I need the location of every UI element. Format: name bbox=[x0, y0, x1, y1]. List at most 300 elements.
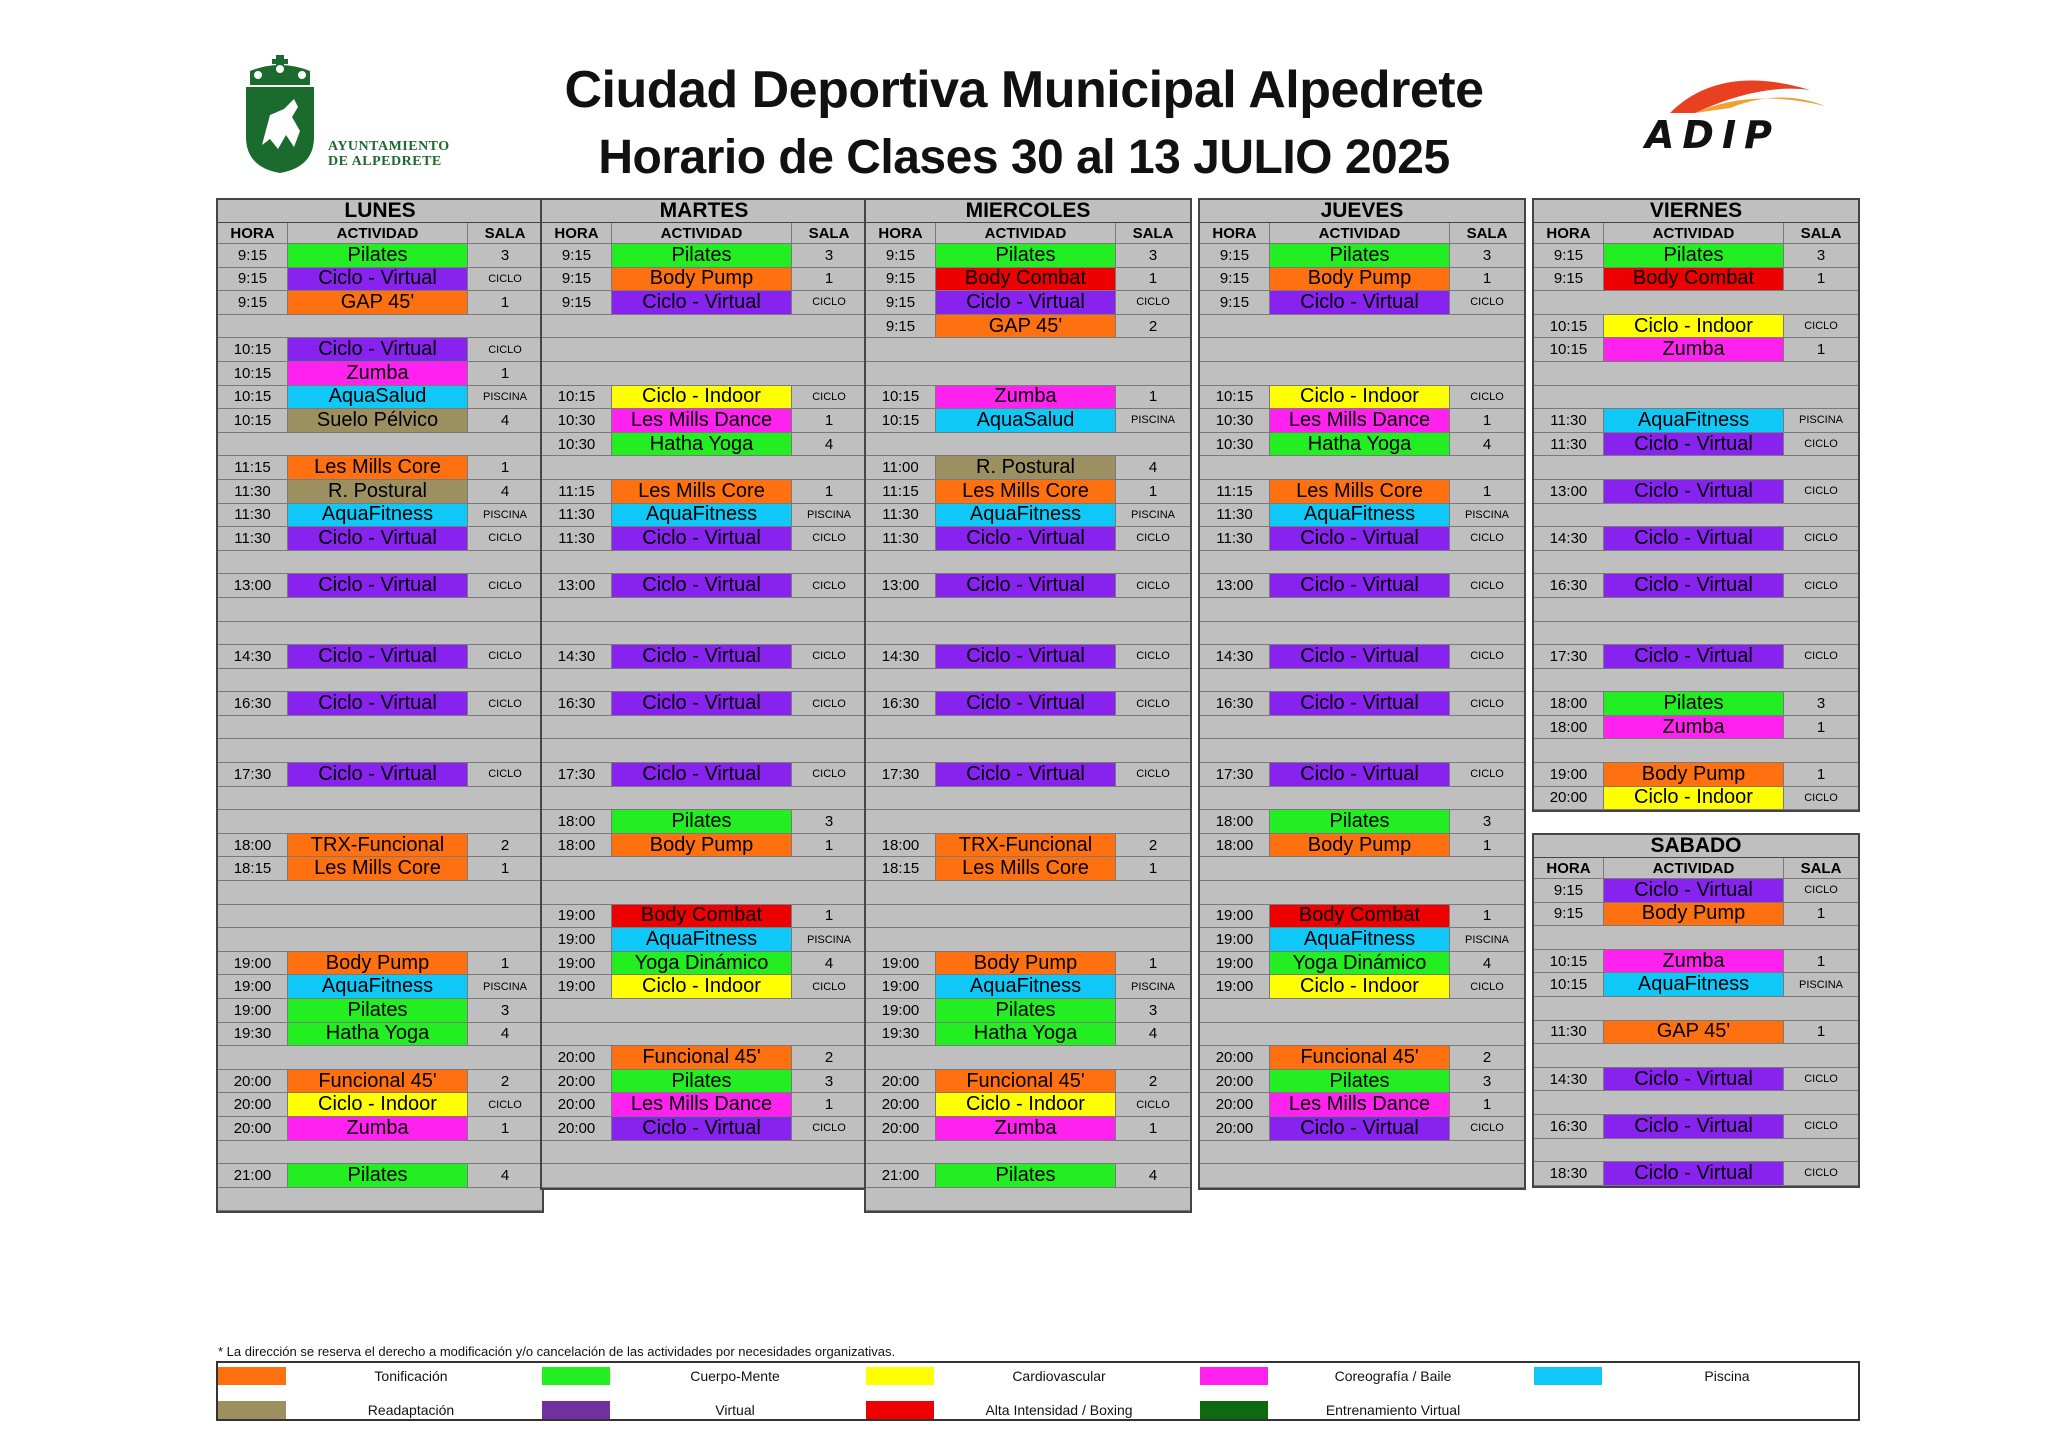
day-table-miercoles bbox=[864, 198, 1192, 1213]
class-time: 20:00 bbox=[542, 1117, 612, 1140]
class-row bbox=[218, 834, 542, 858]
class-row bbox=[866, 315, 1190, 339]
class-time: 19:00 bbox=[218, 999, 288, 1022]
class-row bbox=[1534, 433, 1858, 457]
column-header-row bbox=[542, 223, 866, 244]
class-row bbox=[218, 1117, 542, 1141]
class-room: PISCINA bbox=[1798, 414, 1843, 427]
class-room: 1 bbox=[1816, 270, 1826, 288]
class-time: 9:15 bbox=[542, 291, 612, 314]
class-row bbox=[218, 268, 542, 292]
class-time: 11:00 bbox=[866, 456, 936, 479]
legend-label: Tonificación bbox=[374, 1368, 448, 1384]
class-time: 13:00 bbox=[1534, 480, 1604, 503]
class-row bbox=[218, 409, 542, 433]
class-row bbox=[866, 645, 1190, 669]
class-activity: TRX-Funcional bbox=[936, 834, 1116, 857]
class-activity: Ciclo - Virtual bbox=[1270, 291, 1450, 314]
empty-row bbox=[218, 1046, 542, 1070]
class-activity: Les Mills Core bbox=[288, 456, 468, 479]
class-room: 1 bbox=[1148, 482, 1158, 500]
class-activity: Ciclo - Virtual bbox=[1604, 879, 1784, 902]
class-row bbox=[1200, 268, 1524, 292]
empty-row bbox=[218, 716, 542, 740]
class-row bbox=[1534, 879, 1858, 903]
class-activity: Zumba bbox=[288, 362, 468, 385]
class-time: 9:15 bbox=[1534, 268, 1604, 291]
class-time: 14:30 bbox=[1534, 1068, 1604, 1091]
class-activity: Body Pump bbox=[936, 952, 1116, 975]
class-room: PISCINA bbox=[1130, 414, 1175, 427]
class-time: 14:30 bbox=[1534, 527, 1604, 550]
class-time: 20:00 bbox=[866, 1117, 936, 1140]
class-row bbox=[1534, 973, 1858, 997]
class-row bbox=[542, 574, 866, 598]
day-table-sabado bbox=[1532, 833, 1860, 1188]
class-time: 11:30 bbox=[1200, 504, 1270, 527]
class-time: 18:00 bbox=[542, 834, 612, 857]
class-room: 1 bbox=[824, 270, 834, 288]
class-row bbox=[866, 1023, 1190, 1047]
class-activity: Ciclo - Indoor bbox=[1604, 315, 1784, 338]
column-header-hora: HORA bbox=[218, 223, 288, 243]
class-time: 19:00 bbox=[1200, 928, 1270, 951]
class-activity: Ciclo - Virtual bbox=[1270, 692, 1450, 715]
class-time: 13:00 bbox=[1200, 574, 1270, 597]
class-time: 20:00 bbox=[542, 1093, 612, 1116]
class-row bbox=[542, 268, 866, 292]
class-row bbox=[218, 692, 542, 716]
empty-row bbox=[218, 622, 542, 646]
class-room: CICLO bbox=[812, 296, 846, 309]
class-room: 1 bbox=[1816, 905, 1826, 923]
empty-row bbox=[218, 669, 542, 693]
class-room: CICLO bbox=[488, 1098, 522, 1111]
class-activity: Ciclo - Virtual bbox=[1604, 433, 1784, 456]
class-activity: Ciclo - Virtual bbox=[612, 645, 792, 668]
class-activity: Pilates bbox=[936, 244, 1116, 267]
class-time: 10:30 bbox=[542, 409, 612, 432]
class-activity: Les Mills Dance bbox=[1270, 409, 1450, 432]
column-header-actividad: ACTIVIDAD bbox=[612, 223, 792, 243]
class-activity: Ciclo - Indoor bbox=[612, 975, 792, 998]
class-activity: Pilates bbox=[612, 244, 792, 267]
class-row bbox=[542, 952, 866, 976]
class-activity: R. Postural bbox=[288, 480, 468, 503]
class-time: 14:30 bbox=[866, 645, 936, 668]
class-activity: Hatha Yoga bbox=[288, 1023, 468, 1046]
class-activity: TRX-Funcional bbox=[288, 834, 468, 857]
class-row bbox=[866, 504, 1190, 528]
class-room: 2 bbox=[500, 836, 510, 854]
class-row bbox=[1534, 268, 1858, 292]
class-row bbox=[218, 504, 542, 528]
empty-row bbox=[218, 1188, 542, 1212]
class-activity: Zumba bbox=[288, 1117, 468, 1140]
empty-row bbox=[1200, 881, 1524, 905]
legend-swatch bbox=[542, 1401, 610, 1419]
class-room: CICLO bbox=[812, 980, 846, 993]
class-time: 11:30 bbox=[866, 527, 936, 550]
day-name: VIERNES bbox=[1534, 200, 1858, 223]
class-room: CICLO bbox=[1470, 390, 1504, 403]
class-room: 1 bbox=[1148, 388, 1158, 406]
class-row bbox=[866, 291, 1190, 315]
class-row bbox=[1534, 1162, 1858, 1186]
empty-row bbox=[218, 739, 542, 763]
class-row bbox=[866, 692, 1190, 716]
column-header-sala: SALA bbox=[484, 224, 526, 242]
empty-row bbox=[1200, 787, 1524, 811]
legend-label: Virtual bbox=[715, 1402, 755, 1418]
class-activity: Funcional 45' bbox=[612, 1046, 792, 1069]
class-time: 9:15 bbox=[218, 268, 288, 291]
class-room: 1 bbox=[1816, 718, 1826, 736]
class-time: 19:00 bbox=[1200, 905, 1270, 928]
class-room: PISCINA bbox=[1464, 508, 1509, 521]
empty-row bbox=[218, 810, 542, 834]
class-room: CICLO bbox=[812, 532, 846, 545]
class-row bbox=[542, 386, 866, 410]
empty-row bbox=[542, 551, 866, 575]
empty-row bbox=[1534, 1091, 1858, 1115]
class-time: 19:00 bbox=[1200, 975, 1270, 998]
class-room: PISCINA bbox=[482, 508, 527, 521]
class-time: 19:00 bbox=[542, 975, 612, 998]
class-activity: AquaFitness bbox=[936, 504, 1116, 527]
empty-row bbox=[866, 1188, 1190, 1212]
class-time: 10:15 bbox=[866, 386, 936, 409]
class-activity: Body Pump bbox=[288, 952, 468, 975]
class-room: CICLO bbox=[1136, 579, 1170, 592]
class-row bbox=[542, 834, 866, 858]
class-activity: Pilates bbox=[288, 244, 468, 267]
class-room: PISCINA bbox=[1798, 978, 1843, 991]
class-activity: Ciclo - Virtual bbox=[612, 692, 792, 715]
class-activity: Ciclo - Virtual bbox=[288, 645, 468, 668]
class-room: 3 bbox=[824, 813, 834, 831]
class-time: 9:15 bbox=[866, 244, 936, 267]
class-room: 3 bbox=[1816, 246, 1826, 264]
column-header-actividad: ACTIVIDAD bbox=[1604, 858, 1784, 878]
class-row bbox=[542, 1117, 866, 1141]
legend-label: Entrenamiento Virtual bbox=[1325, 1402, 1461, 1418]
empty-row bbox=[542, 716, 866, 740]
empty-row bbox=[1534, 1139, 1858, 1163]
class-room: 1 bbox=[1816, 1023, 1826, 1041]
column-header-sala: SALA bbox=[1132, 224, 1174, 242]
legend-swatch bbox=[1200, 1401, 1268, 1419]
legend-item bbox=[866, 1399, 1184, 1421]
class-activity: Yoga Dinámico bbox=[612, 952, 792, 975]
schedule-grid bbox=[216, 198, 544, 1213]
column-header-actividad: ACTIVIDAD bbox=[288, 223, 468, 243]
empty-row bbox=[218, 787, 542, 811]
empty-row bbox=[542, 999, 866, 1023]
column-header-sala: SALA bbox=[1800, 224, 1842, 242]
class-activity: Body Pump bbox=[1604, 763, 1784, 786]
class-row bbox=[542, 810, 866, 834]
class-time: 19:00 bbox=[1534, 763, 1604, 786]
empty-row bbox=[866, 739, 1190, 763]
legend-swatch bbox=[218, 1401, 286, 1419]
class-time: 10:15 bbox=[1534, 338, 1604, 361]
class-room: CICLO bbox=[1804, 485, 1838, 498]
class-activity: Ciclo - Indoor bbox=[288, 1093, 468, 1116]
legend-label: Alta Intensidad / Boxing bbox=[985, 1402, 1133, 1418]
class-activity: Zumba bbox=[1604, 716, 1784, 739]
class-activity: Ciclo - Virtual bbox=[1270, 763, 1450, 786]
column-header-actividad: ACTIVIDAD bbox=[1270, 223, 1450, 243]
class-row bbox=[1200, 409, 1524, 433]
class-row bbox=[1534, 315, 1858, 339]
class-activity: Les Mills Core bbox=[612, 480, 792, 503]
class-row bbox=[542, 1046, 866, 1070]
class-room: CICLO bbox=[1470, 532, 1504, 545]
class-row bbox=[1534, 1021, 1858, 1045]
class-room: 2 bbox=[824, 1048, 834, 1066]
class-activity: Ciclo - Virtual bbox=[936, 645, 1116, 668]
class-room: PISCINA bbox=[482, 980, 527, 993]
class-activity: Ciclo - Virtual bbox=[1604, 574, 1784, 597]
class-row bbox=[1534, 950, 1858, 974]
class-time: 16:30 bbox=[1534, 1115, 1604, 1138]
legend-item bbox=[542, 1365, 860, 1387]
class-row bbox=[218, 1070, 542, 1094]
empty-row bbox=[1200, 739, 1524, 763]
class-row bbox=[1200, 952, 1524, 976]
class-row bbox=[218, 386, 542, 410]
class-activity: AquaFitness bbox=[1604, 409, 1784, 432]
class-row bbox=[218, 574, 542, 598]
class-time: 19:00 bbox=[1200, 952, 1270, 975]
empty-row bbox=[542, 669, 866, 693]
class-row bbox=[218, 857, 542, 881]
class-row bbox=[542, 504, 866, 528]
empty-row bbox=[866, 1046, 1190, 1070]
class-time: 11:30 bbox=[218, 527, 288, 550]
class-time: 10:15 bbox=[218, 409, 288, 432]
legend-swatch bbox=[1200, 1367, 1268, 1385]
class-row bbox=[866, 480, 1190, 504]
class-room: 3 bbox=[500, 246, 510, 264]
class-time: 19:00 bbox=[866, 952, 936, 975]
empty-row bbox=[542, 338, 866, 362]
class-activity: Ciclo - Virtual bbox=[288, 527, 468, 550]
class-row bbox=[218, 338, 542, 362]
class-time: 9:15 bbox=[866, 268, 936, 291]
day-table-jueves bbox=[1198, 198, 1526, 1190]
empty-row bbox=[866, 551, 1190, 575]
class-time: 9:15 bbox=[1534, 903, 1604, 926]
class-time: 9:15 bbox=[1534, 244, 1604, 267]
class-activity: Ciclo - Virtual bbox=[288, 338, 468, 361]
class-room: 3 bbox=[1148, 246, 1158, 264]
class-activity: Ciclo - Virtual bbox=[612, 763, 792, 786]
class-activity: Ciclo - Virtual bbox=[288, 574, 468, 597]
class-row bbox=[1200, 386, 1524, 410]
class-activity: Les Mills Dance bbox=[612, 1093, 792, 1116]
class-activity: Ciclo - Indoor bbox=[1604, 787, 1784, 810]
empty-row bbox=[218, 433, 542, 457]
class-row bbox=[218, 244, 542, 268]
class-room: 1 bbox=[1482, 1096, 1492, 1114]
class-time: 9:15 bbox=[542, 268, 612, 291]
class-room: 1 bbox=[1816, 765, 1826, 783]
class-time: 13:00 bbox=[218, 574, 288, 597]
class-row bbox=[1200, 574, 1524, 598]
empty-row bbox=[866, 669, 1190, 693]
legend-label: Coreografía / Baile bbox=[1334, 1368, 1452, 1384]
class-time: 20:00 bbox=[218, 1070, 288, 1093]
class-row bbox=[542, 409, 866, 433]
class-activity: Zumba bbox=[1604, 950, 1784, 973]
class-room: 2 bbox=[1148, 836, 1158, 854]
legend-swatch bbox=[218, 1367, 286, 1385]
legend-label: Cuerpo-Mente bbox=[690, 1368, 780, 1384]
class-activity: AquaFitness bbox=[288, 504, 468, 527]
class-time: 10:15 bbox=[1534, 950, 1604, 973]
class-activity: Zumba bbox=[936, 1117, 1116, 1140]
class-row bbox=[866, 1093, 1190, 1117]
class-activity: R. Postural bbox=[936, 456, 1116, 479]
class-room: CICLO bbox=[1136, 768, 1170, 781]
class-room: PISCINA bbox=[1130, 508, 1175, 521]
class-activity: Pilates bbox=[936, 1164, 1116, 1187]
class-time: 20:00 bbox=[218, 1117, 288, 1140]
empty-row bbox=[1534, 997, 1858, 1021]
class-time: 10:15 bbox=[1200, 386, 1270, 409]
class-row bbox=[542, 291, 866, 315]
class-room: CICLO bbox=[1136, 296, 1170, 309]
class-row bbox=[1200, 433, 1524, 457]
class-activity: AquaSalud bbox=[936, 409, 1116, 432]
column-header-hora: HORA bbox=[1534, 858, 1604, 878]
class-room: 2 bbox=[1148, 1072, 1158, 1090]
class-time: 20:00 bbox=[542, 1046, 612, 1069]
column-header-actividad: ACTIVIDAD bbox=[936, 223, 1116, 243]
empty-row bbox=[542, 1141, 866, 1165]
schedule-grid bbox=[1532, 198, 1860, 812]
class-room: 1 bbox=[824, 907, 834, 925]
class-time: 20:00 bbox=[1200, 1046, 1270, 1069]
class-time: 11:30 bbox=[1200, 527, 1270, 550]
empty-row bbox=[866, 905, 1190, 929]
class-time: 19:00 bbox=[542, 905, 612, 928]
class-activity: Ciclo - Indoor bbox=[612, 386, 792, 409]
class-row bbox=[1200, 645, 1524, 669]
class-activity: Ciclo - Virtual bbox=[1604, 480, 1784, 503]
class-time: 10:30 bbox=[1200, 409, 1270, 432]
class-row bbox=[866, 975, 1190, 999]
empty-row bbox=[218, 551, 542, 575]
class-activity: Pilates bbox=[288, 999, 468, 1022]
class-time: 20:00 bbox=[1534, 787, 1604, 810]
class-activity: Zumba bbox=[936, 386, 1116, 409]
empty-row bbox=[218, 598, 542, 622]
class-room: 4 bbox=[1148, 1025, 1158, 1043]
class-row bbox=[542, 975, 866, 999]
class-row bbox=[866, 763, 1190, 787]
class-room: 3 bbox=[1148, 1001, 1158, 1019]
class-time: 18:00 bbox=[542, 810, 612, 833]
class-row bbox=[542, 480, 866, 504]
class-room: CICLO bbox=[1470, 1122, 1504, 1135]
column-header-sala: SALA bbox=[1466, 224, 1508, 242]
class-time: 9:15 bbox=[1200, 268, 1270, 291]
class-activity: Les Mills Core bbox=[288, 857, 468, 880]
class-activity: Ciclo - Virtual bbox=[936, 763, 1116, 786]
class-room: 1 bbox=[1482, 411, 1492, 429]
empty-row bbox=[866, 362, 1190, 386]
class-row bbox=[1534, 338, 1858, 362]
class-activity: Ciclo - Virtual bbox=[1604, 1068, 1784, 1091]
class-time: 10:15 bbox=[218, 386, 288, 409]
class-room: CICLO bbox=[812, 390, 846, 403]
class-activity: Pilates bbox=[936, 999, 1116, 1022]
class-row bbox=[866, 999, 1190, 1023]
empty-row bbox=[1534, 1044, 1858, 1068]
schedule-grid bbox=[1198, 198, 1526, 1190]
class-row bbox=[866, 857, 1190, 881]
class-time: 21:00 bbox=[218, 1164, 288, 1187]
class-activity: Body Pump bbox=[1270, 834, 1450, 857]
class-row bbox=[218, 291, 542, 315]
class-activity: Body Pump bbox=[1270, 268, 1450, 291]
class-room: 3 bbox=[1482, 1072, 1492, 1090]
class-room: 3 bbox=[500, 1001, 510, 1019]
class-room: 1 bbox=[1482, 836, 1492, 854]
column-header-hora: HORA bbox=[542, 223, 612, 243]
legend-swatch bbox=[542, 1367, 610, 1385]
class-time: 19:30 bbox=[866, 1023, 936, 1046]
class-room: 4 bbox=[500, 1025, 510, 1043]
class-room: CICLO bbox=[488, 768, 522, 781]
empty-row bbox=[218, 315, 542, 339]
class-row bbox=[1200, 1117, 1524, 1141]
class-time: 11:30 bbox=[218, 480, 288, 503]
column-header-sala: SALA bbox=[808, 224, 850, 242]
class-room: 4 bbox=[500, 1166, 510, 1184]
column-header-row bbox=[1534, 223, 1858, 244]
empty-row bbox=[1200, 1164, 1524, 1188]
class-activity: Ciclo - Virtual bbox=[936, 527, 1116, 550]
class-time: 10:15 bbox=[542, 386, 612, 409]
class-time: 10:15 bbox=[866, 409, 936, 432]
class-activity: AquaFitness bbox=[1604, 973, 1784, 996]
class-row bbox=[1200, 504, 1524, 528]
class-time: 14:30 bbox=[1200, 645, 1270, 668]
day-table-viernes bbox=[1532, 198, 1860, 812]
class-row bbox=[866, 409, 1190, 433]
class-room: CICLO bbox=[812, 1122, 846, 1135]
class-row bbox=[542, 928, 866, 952]
class-time: 18:00 bbox=[218, 834, 288, 857]
class-activity: Body Pump bbox=[1604, 903, 1784, 926]
class-time: 20:00 bbox=[1200, 1070, 1270, 1093]
class-room: 1 bbox=[1482, 907, 1492, 925]
empty-row bbox=[542, 787, 866, 811]
class-time: 18:30 bbox=[1534, 1162, 1604, 1185]
class-row bbox=[866, 456, 1190, 480]
class-time: 18:00 bbox=[1534, 716, 1604, 739]
class-row bbox=[1200, 1070, 1524, 1094]
class-room: CICLO bbox=[1804, 791, 1838, 804]
empty-row bbox=[1534, 551, 1858, 575]
class-room: CICLO bbox=[1470, 650, 1504, 663]
class-time: 16:30 bbox=[218, 692, 288, 715]
class-time: 17:30 bbox=[218, 763, 288, 786]
